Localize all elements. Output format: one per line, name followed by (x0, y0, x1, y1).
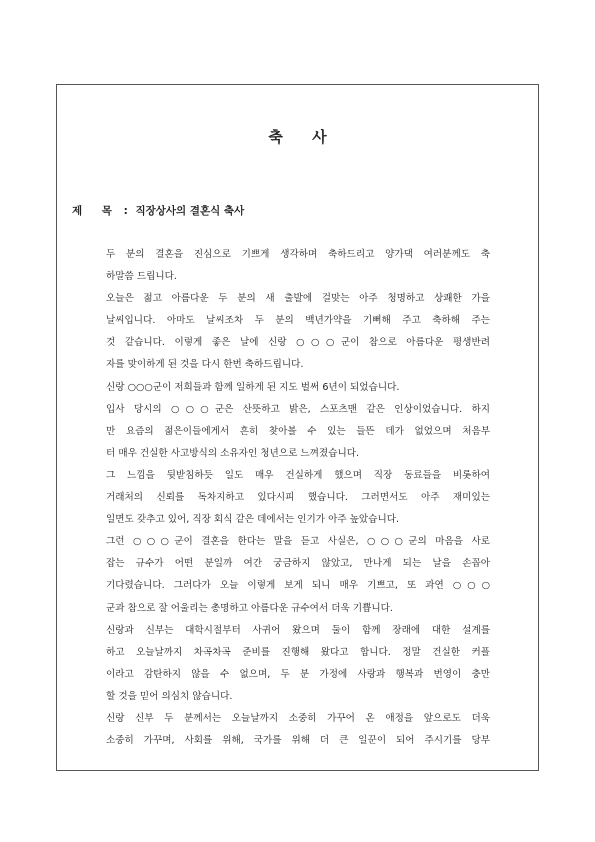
body-line: 이라고 감탄하지 않을 수 없으며, 두 분 가정에 사랑과 행복과 번영이 충만 (106, 668, 490, 680)
body-line: 두 분의 결혼을 진심으로 기쁘게 생각하며 축하드리고 양가댁 여러분께도 축 (106, 249, 490, 260)
subject-value: 직장상사의 결혼식 축사 (135, 205, 245, 217)
body-line: 하고 오늘날까지 차곡차곡 준비를 진행해 왔다고 합니다. 정말 건실한 커플 (106, 646, 490, 658)
body-line: 할 것을 믿어 의심치 않습니다. (106, 690, 233, 702)
body-line: 신랑 ○○○군이 저희들과 함께 일하게 된 지도 벌써 6년이 되었습니다. (106, 381, 400, 393)
body-line: 자를 맞이하게 된 것을 다시 한번 축하드립니다. (106, 359, 304, 371)
body-line: 그 느낌을 뒷받침하듯 일도 매우 건실하게 했으며 직장 동료들을 비롯하여 (106, 469, 490, 481)
body-line: 날씨입니다. 아마도 날씨조차 두 분의 백년가약을 기뻐해 주고 축하해 주는 (106, 315, 490, 327)
subject-line (72, 203, 244, 218)
body-line: 그런 ○○○군이 결혼을 한다는 말을 듣고 사실은, ○○○군의 마음을 사로 (106, 536, 490, 548)
document-title: 축 사 (268, 128, 339, 146)
body-line: 잡는 규수가 어떤 분일까 여간 궁금하지 않았고, 만나게 되는 날을 손꼽아 (106, 558, 490, 570)
body-line: 입사 당시의 ○○○군은 산뜻하고 밝은, 스포츠맨 같은 인상이었습니다. 하지 (106, 403, 490, 415)
body-line: 기다렸습니다. 그러다가 오늘 이렇게 보게 되니 매우 기쁘고, 또 과연 ○○○ (106, 580, 490, 592)
subject-label: 제 목 (72, 205, 120, 217)
body-line: 신랑과 신부는 대학시절부터 사귀어 왔으며 둘이 함께 장래에 대한 설계를 (106, 624, 490, 636)
body-line: 것 같습니다. 이렇게 좋은 날에 신랑 ○○○군이 참으로 아름다운 평생반려 (106, 337, 490, 349)
body-line: 터 매우 건실한 사고방식의 소유자인 청년으로 느껴졌습니다. (106, 447, 360, 459)
body-line: 만 요즘의 젊은이들에게서 흔히 찾아볼 수 있는 들뜬 데가 없었으며 처음부 (106, 425, 490, 437)
body-line: 군과 참으로 잘 어울리는 총명하고 아름다운 규수여서 더욱 기쁩니다. (106, 602, 393, 614)
body-line: 소중히 가꾸며, 사회를 위해, 국가를 위해 더 큰 일꾼이 되어 주시기를 당부 (106, 735, 490, 747)
body-line: 하말씀 드립니다. (106, 271, 177, 283)
subject-separator: : (123, 205, 128, 217)
speech-body (106, 244, 490, 752)
body-line: 신랑 신부 두 분께서는 오늘날까지 소중히 가꾸어 온 애정을 앞으로도 더욱 (106, 712, 490, 724)
body-line: 일면도 갖추고 있어, 직장 회식 같은 데에서는 인기가 아주 높았습니다. (106, 514, 400, 526)
body-line: 오늘은 젊고 아름다운 두 분의 새 출발에 걸맞는 아주 청명하고 상쾌한 가을 (106, 293, 490, 305)
body-line: 거래처의 신뢰를 독차지하고 있다시피 했습니다. 그러면서도 아주 재미있는 (106, 492, 490, 504)
